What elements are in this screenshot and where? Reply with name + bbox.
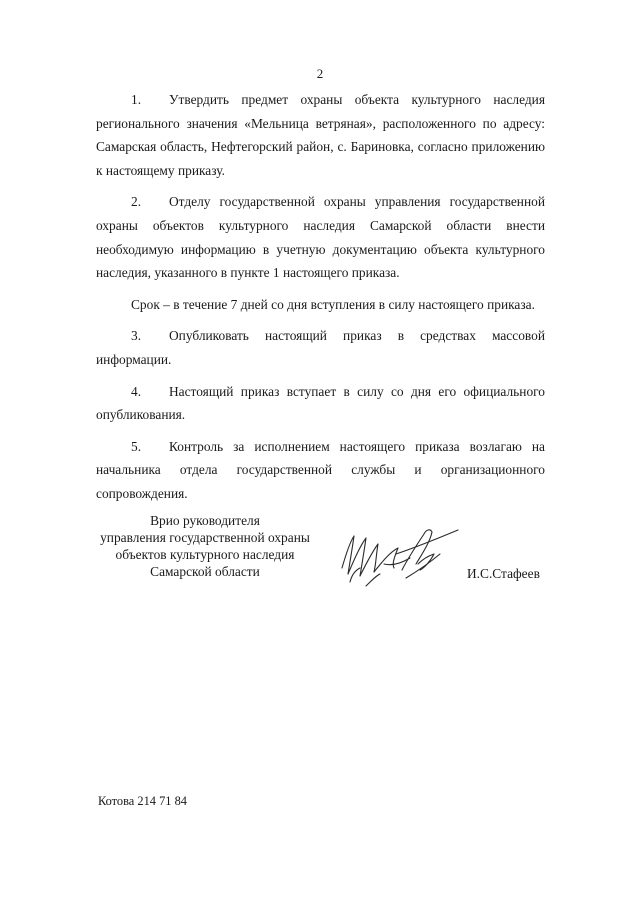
paragraph-number: 1. xyxy=(131,92,142,107)
paragraph-4 xyxy=(96,380,545,427)
paragraph-1 xyxy=(96,88,545,182)
paragraph-number: 5. xyxy=(131,438,142,454)
paragraph-text: Контроль за исполнением настоящего приказа возлагаю на начальника отдела государственной службы и организационного сопровождения. xyxy=(96,438,545,501)
paragraph-text: Настоящий приказ вступает в силу со дня его официального опубликования. xyxy=(96,383,545,423)
paragraph-number: 4. xyxy=(131,383,142,399)
paragraph-number: 3. xyxy=(131,328,142,344)
paragraph-3 xyxy=(96,324,545,371)
signer-name: И.С.Стафеев xyxy=(467,566,540,581)
signatory-title-line: Самарской области xyxy=(150,564,260,579)
signatory-title xyxy=(90,512,320,580)
signatory-title-line: объектов культурного наследия xyxy=(115,547,295,562)
paragraph-text: Утвердить предмет охраны объекта культурного наследия регионального значения «Мельница ветряная», расположенного по адресу: Самарская область, Нефтегорский район, с. Бариновка, согласно приложению к настоящему приказу. xyxy=(96,92,545,178)
document-body xyxy=(96,88,545,506)
handwritten-signature xyxy=(336,524,464,592)
signatory-title-line: Врио руководителя xyxy=(150,513,260,528)
paragraph-deadline xyxy=(96,293,545,317)
contact-info: Котова 214 71 84 xyxy=(98,794,187,808)
signatory-title-line: управления государственной охраны xyxy=(100,530,310,545)
page-number: 2 xyxy=(316,66,324,81)
paragraph-2 xyxy=(96,190,545,284)
paragraph-text: Отделу государственной охраны управления государственной охраны объектов культурного наследия Самарской области внести необходимую информацию в учетную документацию объекта культурного наследия, указанного в пункте 1 настоящего приказа. xyxy=(96,194,545,281)
paragraph-text: Опубликовать настоящий приказ в средствах массовой информации. xyxy=(96,328,545,367)
paragraph-number: 2. xyxy=(131,194,142,210)
paragraph-5 xyxy=(96,435,545,506)
paragraph-text: Срок – в течение 7 дней со дня вступления в силу настоящего приказа. xyxy=(131,296,535,312)
